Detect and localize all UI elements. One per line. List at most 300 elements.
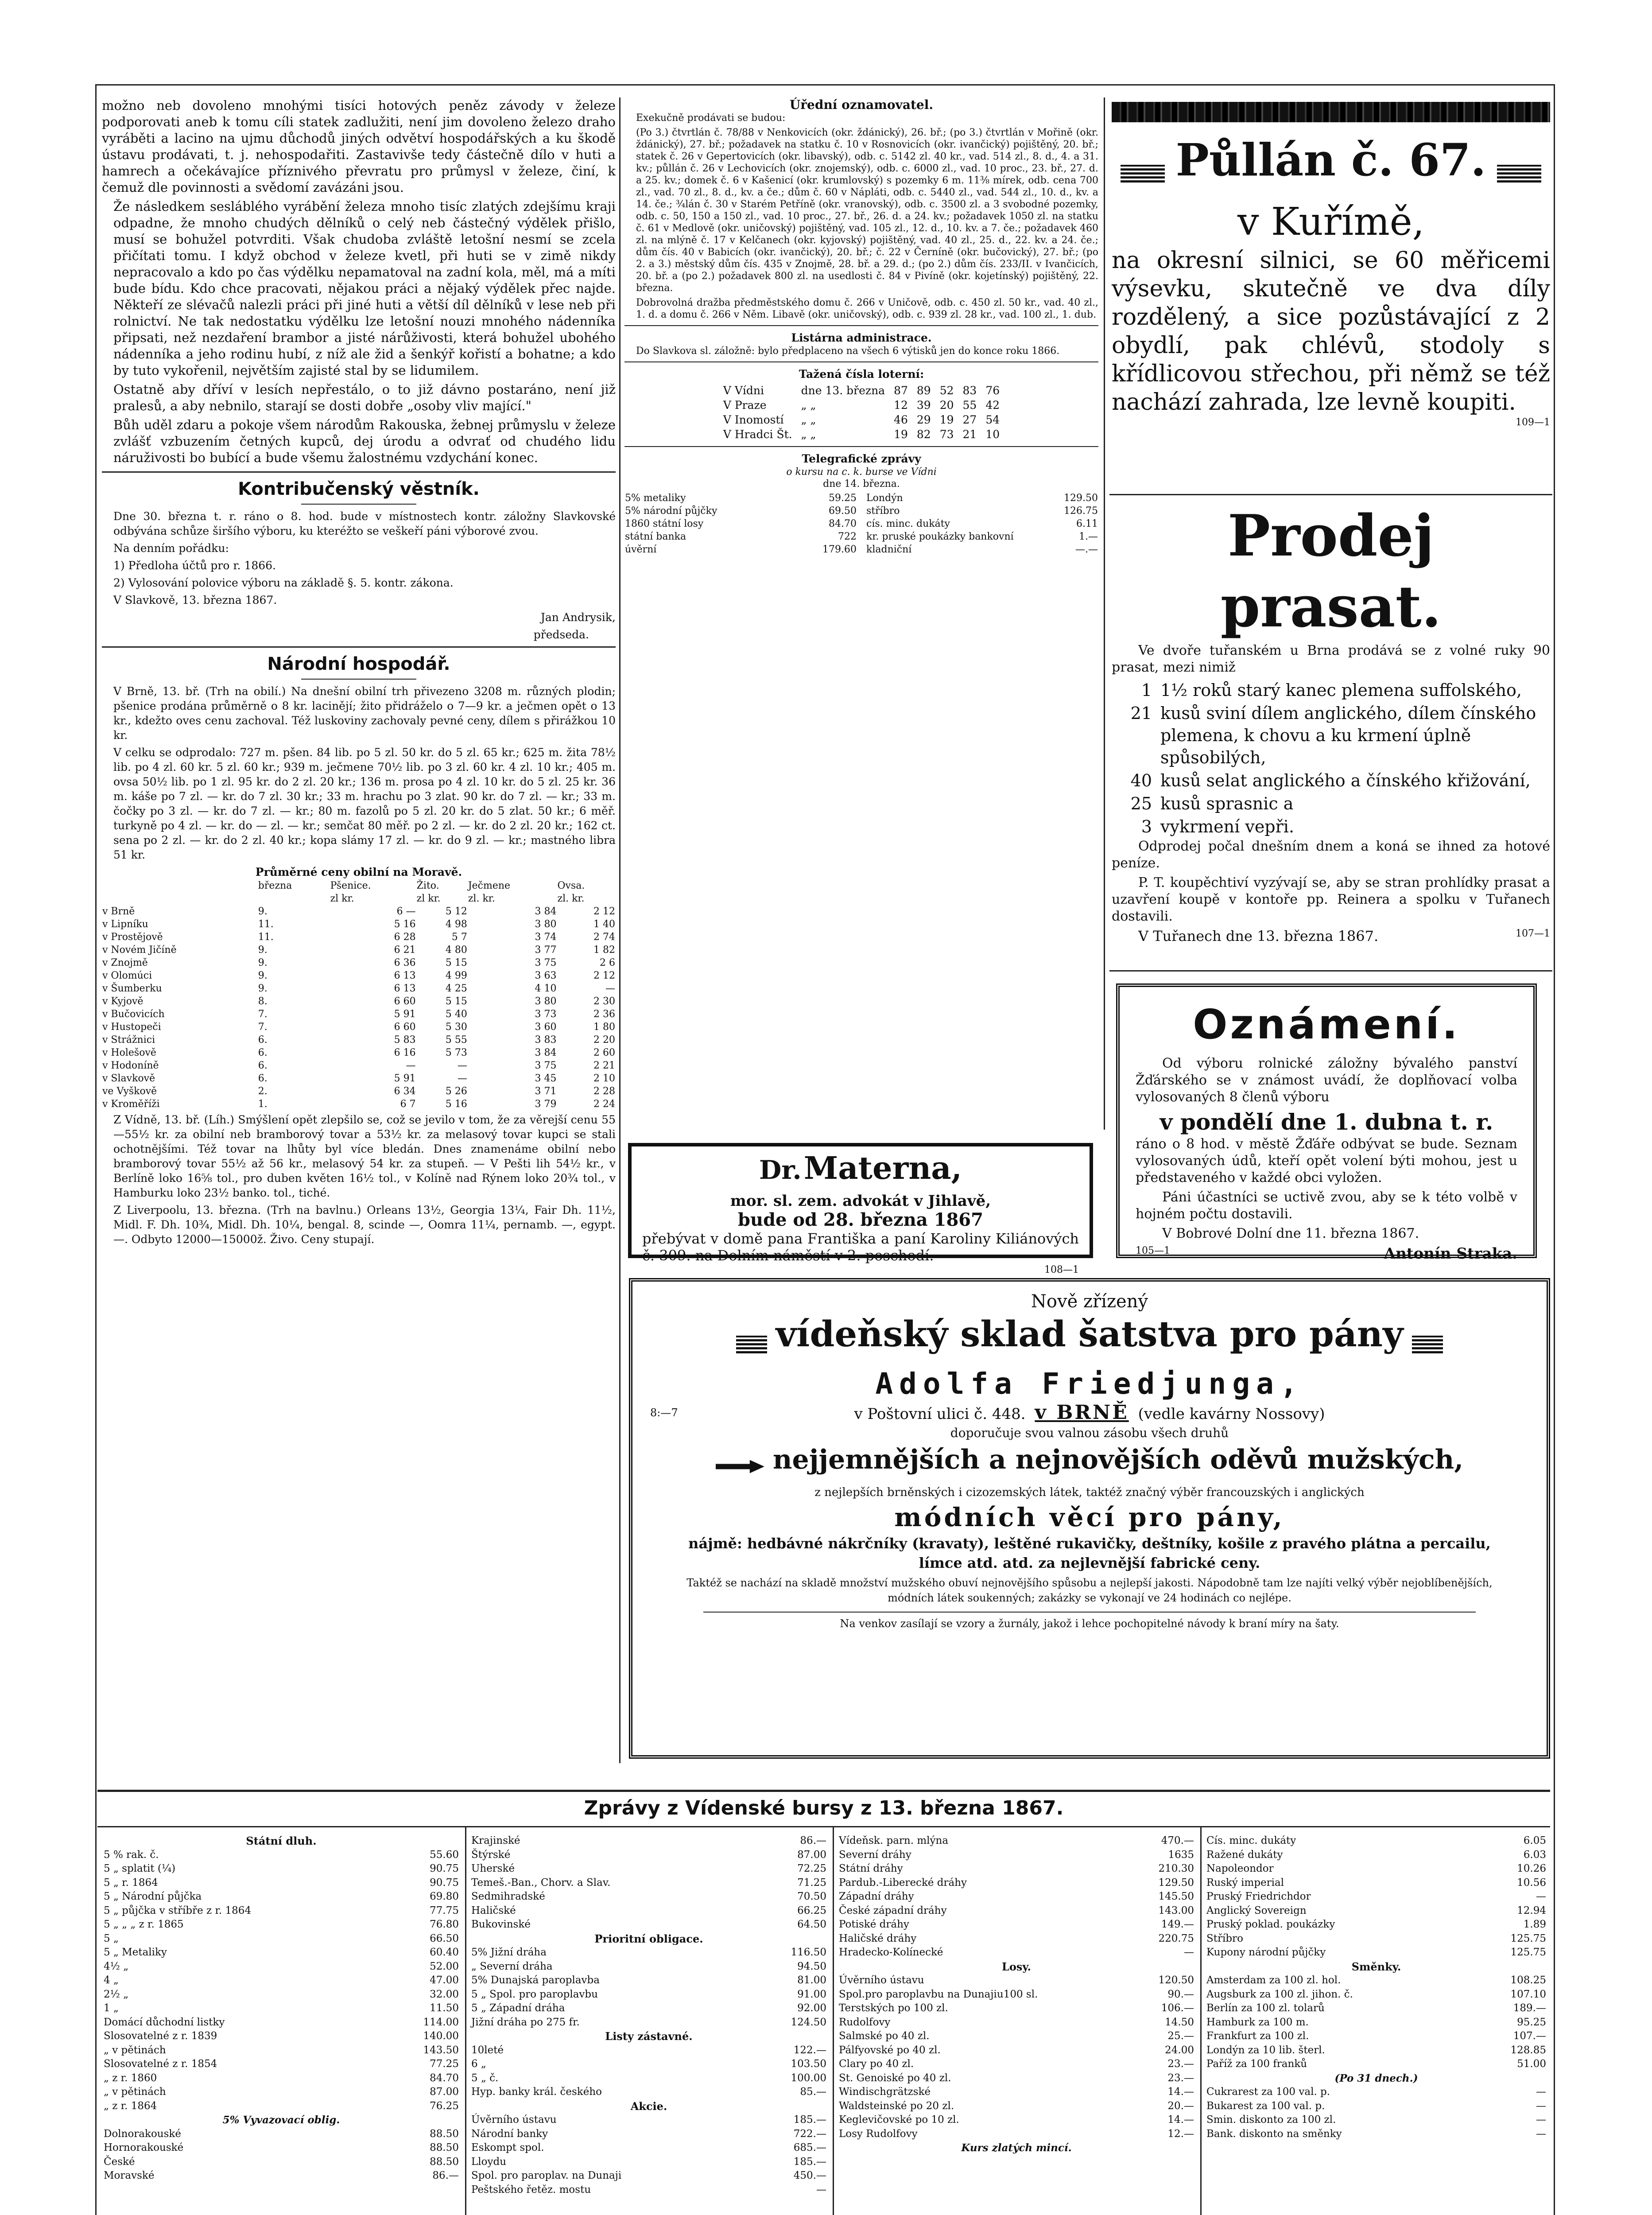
bourse-value: 88.50 (430, 2156, 459, 2168)
grain-cell: 6 36 (394, 957, 416, 968)
bourse-value: 88.50 (430, 2142, 459, 2153)
grain-cell: 1 40 (593, 919, 615, 930)
lottery-cell: 89 (916, 384, 931, 397)
pig-sale-desc: kusů sviní dílem anglického, dílem čínského plemena, k chovu a ku krmení úplně spůsobilých, (1160, 703, 1536, 767)
bourse-value: 722.— (793, 2128, 826, 2140)
bourse-row (469, 2141, 828, 2155)
grain-row (102, 1034, 616, 1046)
bourse-label: Temeš.-Ban., Chorv. a Slav. (471, 1877, 611, 1889)
grain-cell: 3 74 (535, 932, 557, 943)
bourse-value: — (816, 2184, 826, 2196)
column-rule (1104, 97, 1105, 1130)
grain-cell: 6 21 (394, 944, 416, 956)
kontrib-notice: Dne 30. března t. r. ráno o 8. hod. bude v místnostech kontr. záložny Slavkovské odbývána schůze širšího výboru, ku kteréžto se veškeří páni výborové zvou. (113, 510, 616, 537)
bourse-table (1205, 1834, 1548, 2141)
bourse-row (837, 2016, 1196, 2030)
bourse-column-2 (469, 1834, 828, 2197)
telegraph-cell: —.— (1075, 544, 1098, 555)
bourse-value: 122.— (793, 2044, 826, 2056)
telegraph-date: dne 14. března. (823, 478, 900, 490)
bourse-value: 14.50 (1165, 2016, 1194, 2028)
bourse-value: 72.25 (797, 1863, 826, 1874)
grain-cell: 6 — (396, 906, 416, 917)
grain-unit-cell: zl. kr. (557, 893, 585, 904)
grain-cell: 4 98 (445, 919, 467, 930)
ornament-bar (1112, 102, 1550, 122)
grain-cell: 3 71 (535, 1086, 557, 1097)
bourse-value: 23.— (1167, 2072, 1194, 2084)
store-fabrics: z nejlepších brněnských i cizozemských látek, taktéž značný výběr francouzských i anglických (814, 1486, 1365, 1499)
official-notices-subtitle: Exekučně prodávati se budou: (636, 113, 786, 124)
bourse-value: 47.00 (430, 1974, 459, 1986)
lottery-cell: „ „ (801, 428, 816, 441)
announcement-place: V Bobrové Dolní dne 11. března 1867. (1162, 1226, 1419, 1241)
grain-cell: 4 10 (535, 983, 557, 994)
bourse-value: 12.— (1167, 2128, 1194, 2140)
bourse-row (469, 2113, 828, 2127)
bourse-value: 11.50 (430, 2002, 459, 2014)
grain-cell: v Lipníku (102, 919, 148, 930)
grain-row (102, 1008, 616, 1021)
bourse-label: Krajinské (471, 1835, 520, 1846)
bourse-value: 91.00 (797, 1988, 826, 2000)
bourse-row (837, 2113, 1196, 2127)
grain-cell: 6 16 (394, 1047, 416, 1058)
bourse-label: Hornorakouské (104, 2142, 184, 2153)
bourse-row (1205, 1974, 1548, 1988)
grain-cell: 2 20 (593, 1034, 615, 1045)
pig-sale-item (1112, 792, 1550, 815)
materna-advert (628, 1143, 1093, 1275)
bourse-label: Kupony národní půjčky (1206, 1947, 1326, 1958)
bourse-value: 470.— (1161, 1835, 1194, 1846)
bourse-label: Cukrarest za 100 val. p. (1206, 2086, 1330, 2098)
article-paragraph: možno neb dovoleno mnohými tisíci hotových peněz závody v železe podporovati aneb k tomu cíli statek zadlužiti, není jim dovoleno železo draho vyráběti a lacino na ujmu důchodů jiných odvětví hospodářských a ku škodě ústavu prodávati, t. j. nehospodařiti. Zastavivše tedy částečně dílo v huti a hamrech a očekávajíce příznivého převratu pro průmysl v železe, činí, k čemuž dle povinnosti a svědomí zavázáni jsou. (102, 98, 616, 195)
bourse-value: 85.— (800, 2086, 826, 2098)
bourse-label: Ruský imperial (1206, 1877, 1284, 1889)
grain-cell: 6 60 (394, 1022, 416, 1033)
telegraph-cell: 129.50 (1064, 493, 1098, 504)
bourse-value: 66.50 (430, 1932, 459, 1944)
lottery-cell: „ „ (801, 399, 816, 412)
bourse-value: 189.— (1513, 2002, 1546, 2014)
telegraph-row (624, 505, 857, 517)
kontrib-place: V Slavkově, 13. března 1867. (113, 594, 277, 606)
bourse-value: 14.— (1167, 2114, 1194, 2126)
pig-sale-intro: Ve dvoře tuřanském u Brna prodává se z volné ruky 90 prasat, mezi nimiž (1112, 643, 1550, 675)
bourse-label: 10leté (471, 2044, 504, 2056)
bourse-row (1205, 2057, 1548, 2071)
bourse-row (1205, 2071, 1548, 2086)
bourse-row (102, 2029, 461, 2044)
ad-divider (1109, 494, 1552, 495)
bourse-value: 87.00 (430, 2086, 459, 2098)
bourse-row (1205, 1834, 1548, 1848)
bourse-value: 107.— (1513, 2030, 1546, 2042)
pullan-advert (1112, 102, 1550, 483)
bourse-label: Úvěrního ústavu (471, 2114, 557, 2126)
pointing-hand-icon (716, 1460, 764, 1473)
bourse-label: „ v pětinách (104, 2044, 166, 2056)
bourse-table (837, 1834, 1196, 2155)
grain-cell: 6. (258, 1060, 268, 1071)
ornament-icon (1121, 165, 1165, 183)
bourse-section-heading: Směnky. (1351, 1960, 1401, 1973)
bourse-table-body (837, 1834, 1196, 2155)
bourse-label: Potiské dráhy (839, 1919, 909, 1930)
grain-cell: 5 26 (445, 1086, 467, 1097)
announcement-advert (1116, 983, 1537, 1263)
grain-table-units (102, 892, 616, 905)
grain-cell: v Hodoníně (102, 1060, 159, 1071)
bourse-row (469, 1904, 828, 1918)
bourse-value: 106.— (1161, 2002, 1194, 2014)
bourse-value: 10.26 (1517, 1863, 1546, 1874)
grain-cell: 2 60 (593, 1047, 615, 1058)
bourse-value: 114.00 (423, 2016, 459, 2028)
bourse-label: Štýrské (471, 1849, 511, 1861)
grain-head-cell (102, 879, 258, 892)
materna-body: přebývat v domě pana Františka a paní Karoliny Kiliánových č. 309. na Dolním náměstí v 2. poschodí. (642, 1230, 1079, 1264)
grain-cell: 9. (258, 970, 268, 981)
materna-header (642, 1150, 1079, 1192)
telegraph-cell: 6.11 (1076, 518, 1098, 529)
bourse-row (1205, 2113, 1548, 2127)
grain-cell: 8. (258, 996, 268, 1007)
bourse-row (102, 2016, 461, 2030)
bourse-row (102, 1890, 461, 1904)
bourse-label: Frankfurt za 100 zl. (1206, 2030, 1309, 2042)
bourse-row (469, 1834, 828, 1848)
telegraph-row (866, 505, 1098, 517)
bourse-value: 116.50 (791, 1947, 826, 1958)
bourse-row (469, 2127, 828, 2141)
left-column (102, 97, 616, 1249)
bourse-row (1205, 2001, 1548, 2016)
bourse-row (837, 1960, 1196, 1974)
pig-sale-item (1112, 815, 1550, 838)
bourse-row (102, 1932, 461, 1946)
store-fashion-headline: módních věcí pro pány, (894, 1502, 1285, 1532)
kontrib-title: Kontribučenský věstník. (238, 479, 480, 499)
bourse-label: Moravské (104, 2170, 155, 2181)
divider (703, 1612, 1476, 1613)
grain-cell: 6. (258, 1047, 268, 1058)
bourse-row (1205, 2127, 1548, 2141)
grain-row (102, 969, 616, 982)
grain-cell: v Olomúci (102, 970, 152, 981)
lottery-cell: 19 (894, 428, 908, 441)
section-divider (624, 446, 1098, 447)
bourse-value: 52.00 (430, 1960, 459, 1972)
bourse-value: 90.75 (430, 1877, 459, 1889)
bourse-row (469, 1862, 828, 1876)
bourse-label: Bank. diskonto na směnky (1206, 2128, 1342, 2140)
store-title-row (650, 1313, 1529, 1365)
grain-cell: ve Vyškově (102, 1086, 157, 1097)
pig-sale-list-body (1112, 679, 1550, 838)
announcement-invite: Páni účastníci se uctivě zvou, aby se k této volbě v hojném počtu dostavili. (1136, 1189, 1517, 1222)
store-clothes-headline: nejjemnějších a nejnovějších oděvů mužských, (772, 1444, 1464, 1475)
bourse-label: Rudolfovy (839, 2016, 891, 2028)
announcement-body: Od výboru rolnické záložny bývalého panství Žďárského se v známost uvádí, že doplňovací volba vylosovaných 8 členů výboru (1136, 1056, 1517, 1105)
store-new-label: Nově zřízený (1031, 1291, 1148, 1312)
bourse-row (102, 2057, 461, 2071)
store-address-row (650, 1403, 1529, 1424)
bourse-row (1205, 1904, 1548, 1918)
grain-cell: 3 77 (535, 944, 557, 956)
lottery-row (719, 383, 1004, 398)
grain-table-title: Průměrné ceny obilní na Moravě. (255, 866, 462, 878)
bourse-label: Pruský Friedrichdor (1206, 1891, 1311, 1902)
bourse-value: 32.00 (430, 1988, 459, 2000)
bourse-value: 90.75 (430, 1863, 459, 1874)
telegraph-row (866, 543, 1098, 556)
lottery-cell: 87 (894, 384, 908, 397)
telegraph-row (866, 530, 1098, 543)
telegraph-tables (624, 492, 1098, 556)
lottery-cell: 12 (894, 399, 908, 412)
pig-sale-footer (1112, 928, 1550, 944)
bourse-label: „ z r. 1864 (104, 2100, 157, 2112)
pullan-header (1112, 136, 1550, 198)
section-divider (624, 325, 1098, 326)
bourse-row (469, 1946, 828, 1960)
grain-head-cell: Ječmene (468, 880, 511, 891)
bourse-label: 5 „ splatit (¼) (104, 1863, 176, 1874)
grain-cell: 3 60 (535, 1022, 557, 1033)
bourse-row (837, 2099, 1196, 2114)
grain-cell: 5 91 (394, 1073, 416, 1084)
grain-cell: v Šumberku (102, 983, 162, 994)
bourse-row (837, 1946, 1196, 1960)
bourse-value: 10.56 (1517, 1877, 1546, 1889)
grain-cell: v Slavkově (102, 1073, 155, 1084)
brno-market-details: V celku se odprodalo: 727 m. pšen. 84 lib. po 5 zl. 50 kr. do 5 zl. 65 kr.; 625 m. žita 78½ lib. po 4 zl. 60 kr. 5 zl. 60 kr.; 939 m. ječmene 70½ lib. po 3 zl. 60 kr. 4 zl. 10 kr.; 405 m. ovsa 50½ lib. po 1 zl. 95 kr. do 2 zl. 20 kr.; 136 m. prosa po 4 zl. 10 kr. do 5 zl. 25 kr. 36 m. káše po 7 zl. — kr. do 7 zl. 30 kr.; 33 m. hrachu po 3 zlat. 90 kr. do 7 zl. — kr.; 33 m. čočky po 3 zl. — kr. do 7 zl. — kr.; 80 m. fazolů po 5 zl. 20 kr. do 5 zlat. 50 kr.; 6 měř. turkyně po 4 zl. — kr. do — zl. — kr.; semčat 80 měř. po 2 zl. — kr. do 2 zl. 20 kr.; 162 ct. sena po 2 zl. — kr. do 2 zl. 40 kr.; kopa slámy 17 zl. — kr. do 9 zl. — kr.; mastného libra 51 kr. (113, 746, 616, 861)
bourse-rule (97, 1790, 1550, 1792)
store-address: v Poštovní ulici č. 448. (854, 1405, 1026, 1423)
bourse-label: Uherské (471, 1863, 515, 1874)
store-recommendation: doporučuje svou valnou zásobu všech druhů (950, 1426, 1229, 1440)
lottery-cell: 52 (939, 384, 954, 397)
grain-cell: 6 28 (394, 932, 416, 943)
telegraph-right-table (866, 492, 1098, 556)
materna-date: bude od 28. března 1867 (738, 1209, 983, 1230)
store-owner: Adolfa Friedjunga, (875, 1367, 1304, 1401)
pig-sale-desc: kusů selat anglického a čínského křižování, (1160, 771, 1531, 790)
pig-sale-advert (1112, 501, 1550, 966)
bourse-label: Napoleondor (1206, 1863, 1274, 1874)
bourse-value: 185.— (793, 2156, 826, 2168)
grain-unit-cell: zl kr. (330, 893, 354, 904)
bourse-label: Augsburk za 100 zl. jihon. č. (1206, 1988, 1353, 2000)
bourse-label: Sedmihradské (471, 1891, 545, 1902)
bourse-section-heading: Kurs zlatých mincí. (961, 2142, 1072, 2154)
telegraph-row (624, 530, 857, 543)
pig-sale-count: 3 (1141, 817, 1152, 836)
grain-cell: 9. (258, 983, 268, 994)
bourse-value: 64.50 (797, 1919, 826, 1930)
bourse-row (837, 1848, 1196, 1862)
grain-cell: 5 83 (394, 1034, 416, 1045)
grain-cell: 3 73 (535, 1009, 557, 1020)
bourse-row (1205, 2085, 1548, 2099)
grain-cell: 6 13 (394, 970, 416, 981)
lottery-body (719, 383, 1004, 442)
bourse-value: 1.89 (1523, 1919, 1546, 1930)
ornament-icon (1412, 1336, 1443, 1353)
bourse-value: 145.50 (1158, 1891, 1194, 1902)
bourse-label: Berlín za 100 zl. tolarů (1206, 2002, 1325, 2014)
bourse-value: 55.60 (430, 1849, 459, 1861)
bourse-label: Pardub.-Liberecké dráhy (839, 1877, 967, 1889)
bourse-label: Domácí důchodní listky (104, 2016, 225, 2028)
lottery-cell: V Inomostí (723, 413, 784, 426)
bourse-label: Ražené dukáty (1206, 1849, 1283, 1861)
grain-cell: 6 7 (400, 1099, 416, 1110)
grain-cell: 2 28 (593, 1086, 615, 1097)
grain-cell: 2 10 (593, 1073, 615, 1084)
bourse-row (837, 1904, 1196, 1918)
bourse-row (837, 1974, 1196, 1988)
bourse-row (102, 1946, 461, 1960)
bourse-section-heading: Listy zástavné. (605, 2030, 693, 2043)
grain-cell: 5 7 (451, 932, 467, 943)
grain-cell: 7. (258, 1022, 268, 1033)
agenda-item: 1) Předloha účtů pro r. 1866. (113, 559, 276, 572)
bourse-label: St. Genoiské po 40 zl. (839, 2072, 951, 2084)
column-rule (833, 1827, 834, 2215)
grain-cell: v Novém Jičíně (102, 944, 177, 956)
bourse-value: 60.40 (430, 1947, 459, 1958)
grain-row (102, 1021, 616, 1034)
pullan-body: na okresní silnici, se 60 měřicemi výsevku, skutečně ve dva díly rozdělený, a sice pozůstávající z 2 obydlí, pak chlévů, stodoly s křídlicovou střechou, při němž se též nachází zahrada, lze levně koupiti. (1112, 247, 1550, 416)
telegraph-cell: stříbro (866, 505, 900, 517)
bourse-table-body (102, 1834, 461, 2183)
bourse-label: Hyp. banky král. českého (471, 2086, 602, 2098)
bourse-row (469, 1876, 828, 1890)
grain-row (102, 982, 616, 995)
bourse-label: 5 „ Národní půjčka (104, 1891, 202, 1902)
telegraph-cell: 126.75 (1064, 505, 1098, 517)
bourse-label: „ Severní dráha (471, 1960, 553, 1972)
column-rule (465, 1827, 466, 2215)
lottery-row (719, 412, 1004, 427)
bourse-row (469, 2085, 828, 2099)
grain-cell: 5 73 (445, 1047, 467, 1058)
bourse-value: — (1536, 1891, 1546, 1902)
bourse-value: 140.00 (423, 2030, 459, 2042)
grain-cell: 3 84 (535, 1047, 557, 1058)
bourse-value: — (1536, 2100, 1546, 2112)
bourse-label: Stříbro (1206, 1932, 1243, 1944)
grain-head-cell: Žito. (416, 880, 439, 891)
bourse-value: 25.— (1167, 2030, 1194, 2042)
telegraph-row (624, 543, 857, 556)
grain-cell: v Prostějově (102, 932, 163, 943)
official-notices-body: (Po 3.) čtvrtlán č. 78/88 v Nenkovicích (okr. ždánický), 26. bř.; (po 3.) čtvrtlán v Mořině (okr. ždánický), 27. bř.; požadavek na statku č. 10 v Rosnovicích (okr. ivančický) pojištěný, 20. bř.; statek č. 26 v Gepertovicích (okr. libavský), odb. c. 5142 zl. 40 kr., vad. 514 zl., 8. d., 4. a 31. kv.; půllán č. 26 v Lechovicích (okr. znojemský), odb. c. 6000 zl., vad. 10 proc., 23. bř., 27. d. a 25. kv.; domek č. 6 v Kašenicí (okr. krumlovský) s pozemky 6 m. 11⅜ mírek, odb. cena 700 zl., vad. 70 zl., 8. d., kv. a če.; dům č. 60 v Nápláti, odb. c. 5440 zl., vad. 544 zl., 10. d., kv. a 14. če.; ¾lán č. 30 v Starém Petříně (okr. vranovský), odb. c. 3500 zl. a 3 svobodné pozemky, odb. c. 50, 150 a 150 zl., vad. 10 proc., 27. bř., 26. d. a 24. kv.; požadavek 1050 zl. na statku č. 61 v Medlově (okr. uničovský) pojištěný, vad. 105 zl., 12. d., 10. kv. a 7. če.; požadavek 460 zl. na mlýně č. 17 v Kelčanech (okr. kyjovský) pojištěný, vad. 40 zl., 25. d., 22. kv. a 24. če.; dům čís. 40 v Babicích (okr. ivančický), 20. bř.; č. 22 v Černíně (okr. bučovický), 27. bř.; (po 2. a 3.) městský dům čís. 435 v Znojmě, 28. bř. a 29. d.; (po 2.) dům čís. 233/II. v Ivančicích, 20. bř. a (po 2.) požadavek 800 zl. na usedlosti č. 84 v Pivíně (okr. kojetínský) pojištěný, 22. března. (636, 127, 1098, 294)
bourse-value: 6.03 (1523, 1849, 1546, 1861)
telegraph-cell: 5% národní půjčky (625, 505, 717, 517)
bourse-value: 125.75 (1510, 1932, 1546, 1944)
bourse-value: 107.10 (1510, 1988, 1546, 2000)
bourse-value: 128.85 (1510, 2044, 1546, 2056)
bourse-row (102, 1974, 461, 1988)
lottery-cell: 83 (962, 384, 977, 397)
grain-cell: 5 15 (445, 957, 467, 968)
grain-cell: 3 63 (535, 970, 557, 981)
lottery-cell: V Vídni (723, 384, 764, 397)
bourse-value: 87.00 (797, 1849, 826, 1861)
bourse-row (469, 2016, 828, 2030)
bourse-label: 1 „ (104, 2002, 119, 2014)
telegraph-row (624, 492, 857, 505)
grain-cell: 9. (258, 957, 268, 968)
pig-sale-item (1112, 702, 1550, 769)
clothing-store-advert (629, 1278, 1550, 1759)
bourse-label: Bukarest za 100 val. p. (1206, 2100, 1325, 2112)
lottery-cell: 10 (985, 428, 1000, 441)
bourse-label: Eskompt spol. (471, 2142, 544, 2153)
bourse-row (837, 2044, 1196, 2058)
lottery-cell: 19 (939, 413, 954, 426)
section-divider (624, 361, 1098, 362)
lottery-row (719, 427, 1004, 442)
bourse-row (102, 2044, 461, 2058)
bourse-row (469, 2071, 828, 2086)
telegraph-title: Telegrafické zprávy (802, 452, 921, 465)
bourse-label: Pruský poklad. poukázky (1206, 1919, 1335, 1930)
bourse-label: Spol. pro paroplav. na Dunaji (471, 2170, 622, 2181)
bourse-label: Národní banky (471, 2128, 548, 2140)
bourse-label: Terstských po 100 zl. (839, 2002, 948, 2014)
grain-cell: 2 12 (593, 906, 615, 917)
grain-cell: 5 55 (445, 1034, 467, 1045)
bourse-value: 108.25 (1510, 1974, 1546, 1986)
bourse-value: 120.50 (1158, 1974, 1194, 1986)
announcement-signature: Antonín Straka. (1384, 1245, 1517, 1263)
grain-table-header (102, 879, 616, 892)
pig-sale-place: V Tuřanech dne 13. března 1867. (1138, 928, 1379, 944)
bourse-row (469, 1974, 828, 1988)
store-city: v BRNĚ (1035, 1401, 1129, 1424)
grain-row (102, 944, 616, 956)
grain-cell: 3 45 (535, 1073, 557, 1084)
bourse-row (102, 1848, 461, 1862)
grain-cell: 5 16 (445, 1099, 467, 1110)
section-divider (102, 471, 616, 473)
bourse-value: 685.— (793, 2142, 826, 2153)
bourse-row (469, 2029, 828, 2044)
bourse-value: 88.50 (430, 2128, 459, 2140)
bourse-row (837, 1932, 1196, 1946)
grain-cell: 5 15 (445, 996, 467, 1007)
bourse-value: 143.00 (1158, 1904, 1194, 1916)
telegraph-cell: 722 (838, 531, 857, 542)
grain-cell: 2. (258, 1086, 268, 1097)
grain-cell: 5 12 (445, 906, 467, 917)
telegraph-cell: 69.50 (829, 505, 857, 517)
bourse-value: 210.30 (1158, 1863, 1194, 1874)
bourse-row (1205, 2099, 1548, 2114)
listarna-title: Listárna administrace. (791, 331, 932, 344)
pig-sale-count: 21 (1130, 703, 1152, 723)
bourse-value: 129.50 (1158, 1877, 1194, 1889)
grain-cell: 6 13 (394, 983, 416, 994)
official-notices-auction: Dobrovolná dražba předměstského domu č. 266 v Uničově, odb. c. 450 zl. 50 kr., vad. 40 zl., 1. d. a domu č. 266 v Něm. Libavě (okr. uničovský), odb. c. 939 zl. 28 kr., vad. 100 zl., 1. dub. (636, 297, 1098, 320)
telegraph-cell: 179.60 (822, 544, 857, 555)
lottery-table (719, 383, 1004, 442)
